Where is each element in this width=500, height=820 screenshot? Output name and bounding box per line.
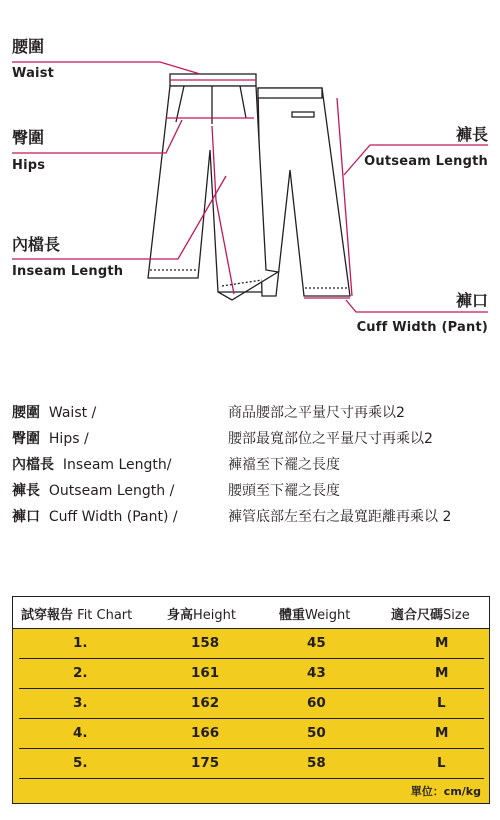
- cell-weight: 58: [307, 755, 326, 771]
- hips-label-en: Hips: [12, 158, 46, 173]
- definition-term-en: Outseam Length /: [48, 483, 175, 499]
- cell-no: 2.: [73, 665, 88, 681]
- definition-desc: 褲管底部左至右之最寬距離再乘以 2: [228, 509, 452, 525]
- definition-desc: 腰頭至下襬之長度: [228, 483, 340, 499]
- table-row: [19, 659, 484, 689]
- cell-height: 166: [191, 725, 220, 741]
- definition-term-cn: 內檔長: [12, 457, 54, 473]
- cell-weight: 45: [307, 635, 326, 651]
- cell-no: 4.: [73, 725, 88, 741]
- cell-no: 3.: [73, 695, 88, 711]
- cell-height: 175: [191, 755, 220, 771]
- header-height: 身高Height: [167, 608, 236, 623]
- definition-term-en: Waist /: [48, 405, 97, 421]
- definition-desc: 褲襠至下襬之長度: [228, 457, 340, 473]
- cell-size: M: [435, 725, 449, 741]
- definition-term-cn: 腰圍: [12, 405, 40, 421]
- outseam-label-cn: 褲長: [455, 125, 488, 144]
- definition-term-en: Inseam Length/: [62, 457, 172, 473]
- header-size: 適合尺碼Size: [391, 608, 470, 623]
- inseam-label-cn: 內檔長: [12, 235, 61, 254]
- cell-height: 162: [191, 695, 220, 711]
- definition-row: [12, 402, 492, 424]
- header-weight: 體重Weight: [279, 608, 351, 623]
- definition-desc: 商品腰部之平量尺寸再乘以2: [228, 405, 405, 421]
- cell-size: L: [437, 755, 446, 771]
- cell-size: L: [437, 695, 446, 711]
- definition-term-cn: 褲口: [12, 509, 40, 525]
- cell-weight: 43: [307, 665, 326, 681]
- definition-term-cn: 褲長: [12, 483, 40, 499]
- cell-height: 158: [191, 635, 220, 651]
- definition-term-cn: 臀圍: [12, 431, 40, 447]
- cell-height: 161: [191, 665, 220, 681]
- definition-row: [12, 454, 492, 476]
- cuff-label-cn: 褲口: [455, 291, 488, 310]
- cell-weight: 50: [307, 725, 326, 741]
- pants-back: [258, 88, 350, 296]
- hips-label-cn: 臀圍: [12, 128, 45, 147]
- fit-chart-table: [12, 596, 490, 804]
- definition-term-en: Cuff Width (Pant) /: [48, 509, 178, 525]
- pants-front-illustration: [148, 74, 350, 300]
- table-row: [19, 719, 484, 749]
- definition-row: [12, 428, 492, 450]
- table-header: [13, 597, 489, 629]
- table-row: [19, 689, 484, 719]
- back-waistband: [258, 88, 322, 98]
- cell-no: 5.: [73, 755, 88, 771]
- unit-note: 單位：cm/kg: [410, 785, 481, 798]
- definition-row: [12, 506, 492, 528]
- cell-size: M: [435, 665, 449, 681]
- waist-label-en: Waist: [12, 66, 55, 81]
- header-fit-chart: 試穿報告 Fit Chart: [21, 608, 133, 623]
- definition-desc: 腰部最寬部位之平量尺寸再乘以2: [228, 431, 433, 447]
- outseam-label-en: Outseam Length: [364, 154, 488, 169]
- cell-size: M: [435, 635, 449, 651]
- definition-row: [12, 480, 492, 502]
- cell-no: 1.: [73, 635, 88, 651]
- cuff-label-en: Cuff Width (Pant): [356, 320, 488, 335]
- inseam-label-en: Inseam Length: [12, 264, 124, 279]
- table-row: [19, 629, 484, 659]
- back-pocket: [292, 112, 314, 117]
- waist-label-cn: 腰圍: [12, 37, 45, 56]
- table-row: [19, 749, 484, 779]
- definition-term-en: Hips /: [48, 431, 89, 447]
- cell-weight: 60: [307, 695, 326, 711]
